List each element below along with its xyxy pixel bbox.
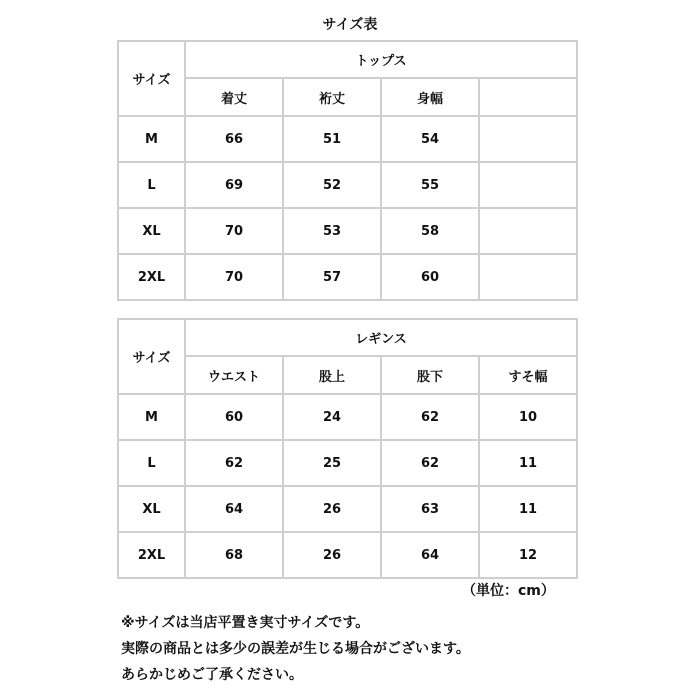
- table-cell: 11: [479, 440, 577, 486]
- tops-group-header: トップス: [185, 41, 577, 78]
- table-cell: 62: [381, 440, 479, 486]
- table-cell: 52: [283, 162, 381, 208]
- column-header: 着丈: [185, 78, 283, 116]
- size-label: 2XL: [118, 254, 185, 300]
- table-cell: 10: [479, 394, 577, 440]
- size-label: 2XL: [118, 532, 185, 578]
- column-header: 裄丈: [283, 78, 381, 116]
- table-cell: [479, 254, 577, 300]
- note-line: あらかじめご了承ください。: [121, 667, 303, 683]
- table-row: [118, 532, 577, 578]
- column-header: 股上: [283, 356, 381, 394]
- table-cell: 25: [283, 440, 381, 486]
- column-header: すそ幅: [479, 356, 577, 394]
- column-header: [479, 78, 577, 116]
- table-cell: 70: [185, 208, 283, 254]
- table-cell: 12: [479, 532, 577, 578]
- unit-label: （単位：cm）: [462, 583, 555, 599]
- table-cell: 55: [381, 162, 479, 208]
- size-label: M: [118, 116, 185, 162]
- note-line: ※サイズは当店平置き実寸サイズです。: [121, 615, 370, 631]
- table-cell: 26: [283, 532, 381, 578]
- table-cell: 62: [381, 394, 479, 440]
- table-cell: 70: [185, 254, 283, 300]
- table-row: [118, 162, 577, 208]
- table-cell: 26: [283, 486, 381, 532]
- column-header: 股下: [381, 356, 479, 394]
- table-row: [118, 208, 577, 254]
- table-cell: 11: [479, 486, 577, 532]
- table-row: [118, 394, 577, 440]
- note-line: 実際の商品とは多少の誤差が生じる場合がございます。: [121, 641, 470, 657]
- size-column-header: サイズ: [118, 41, 185, 116]
- table-row: [118, 440, 577, 486]
- table-cell: 63: [381, 486, 479, 532]
- tops-size-table: [117, 40, 578, 301]
- table-row: [118, 486, 577, 532]
- notes: [121, 610, 470, 688]
- size-label: L: [118, 440, 185, 486]
- table-cell: 68: [185, 532, 283, 578]
- table-cell: 53: [283, 208, 381, 254]
- table-cell: 54: [381, 116, 479, 162]
- size-label: XL: [118, 486, 185, 532]
- size-label: XL: [118, 208, 185, 254]
- size-chart-title: サイズ表: [322, 17, 378, 33]
- table-cell: 57: [283, 254, 381, 300]
- table-row: [118, 116, 577, 162]
- column-header: ウエスト: [185, 356, 283, 394]
- table-cell: 64: [185, 486, 283, 532]
- table-cell: [479, 208, 577, 254]
- table-cell: 62: [185, 440, 283, 486]
- table-cell: 69: [185, 162, 283, 208]
- size-column-header: サイズ: [118, 319, 185, 394]
- leggings-group-header: レギンス: [185, 319, 577, 356]
- table-cell: 64: [381, 532, 479, 578]
- table-cell: 60: [185, 394, 283, 440]
- size-label: L: [118, 162, 185, 208]
- table-cell: 60: [381, 254, 479, 300]
- table-cell: 66: [185, 116, 283, 162]
- column-header: 身幅: [381, 78, 479, 116]
- leggings-size-table: [117, 318, 578, 579]
- table-cell: 24: [283, 394, 381, 440]
- table-cell: [479, 116, 577, 162]
- table-cell: 58: [381, 208, 479, 254]
- table-cell: 51: [283, 116, 381, 162]
- table-row: [118, 254, 577, 300]
- table-cell: [479, 162, 577, 208]
- size-label: M: [118, 394, 185, 440]
